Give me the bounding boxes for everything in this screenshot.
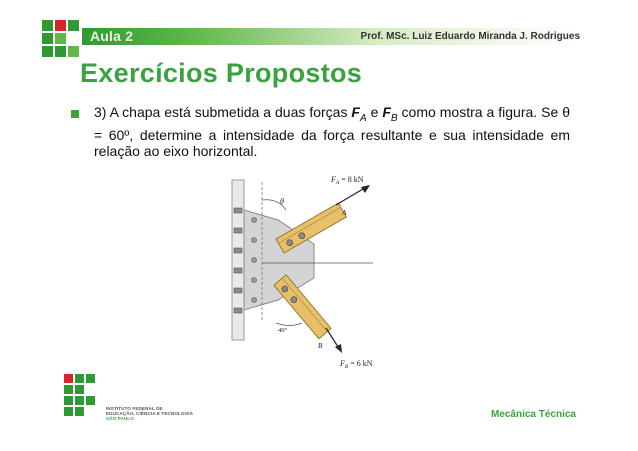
label-fa: $F_A = 8$ kN (331, 175, 364, 186)
exercise-text (94, 104, 570, 159)
professor-name: Prof. MSc. Luiz Eduardo Miranda J. Rodrigues (360, 31, 580, 42)
and-word: e (366, 104, 383, 120)
wall-support (232, 180, 244, 340)
label-angle-40: 40° (278, 327, 288, 334)
label-fb: $F_B = 6$ kN (340, 359, 373, 370)
force-a-symbol: $F_A$ (351, 104, 367, 124)
force-b-arrowhead (335, 344, 342, 353)
institute-name: INSTITUTO FEDERAL DE EDUCAÇÃO, CIÊNCIA E TECNOLOGIA SÃO PAULO (106, 406, 194, 422)
institute-logo (64, 374, 104, 418)
angle-40-arc (276, 323, 302, 326)
label-theta: θ (280, 197, 284, 206)
page-title: Exercícios Propostos (80, 58, 363, 88)
force-b-symbol: $F_B$ (382, 104, 398, 124)
exercise-text-part1: 3) A chapa está submetida a duas forças (94, 104, 352, 120)
plate-diagram (218, 160, 378, 375)
label-a: A (342, 209, 347, 217)
exercise-text-part2: como mostra a figura. Se θ = 60º, determine a intensidade da força resultante e sua intensidade em relação ao eixo horizontal. (94, 104, 570, 159)
force-a-arrowhead (361, 185, 370, 193)
lesson-label: Aula 2 (90, 28, 134, 44)
course-name: Mecânica Técnica (490, 409, 576, 420)
bullet-icon (71, 110, 79, 118)
label-b: B (318, 342, 323, 350)
